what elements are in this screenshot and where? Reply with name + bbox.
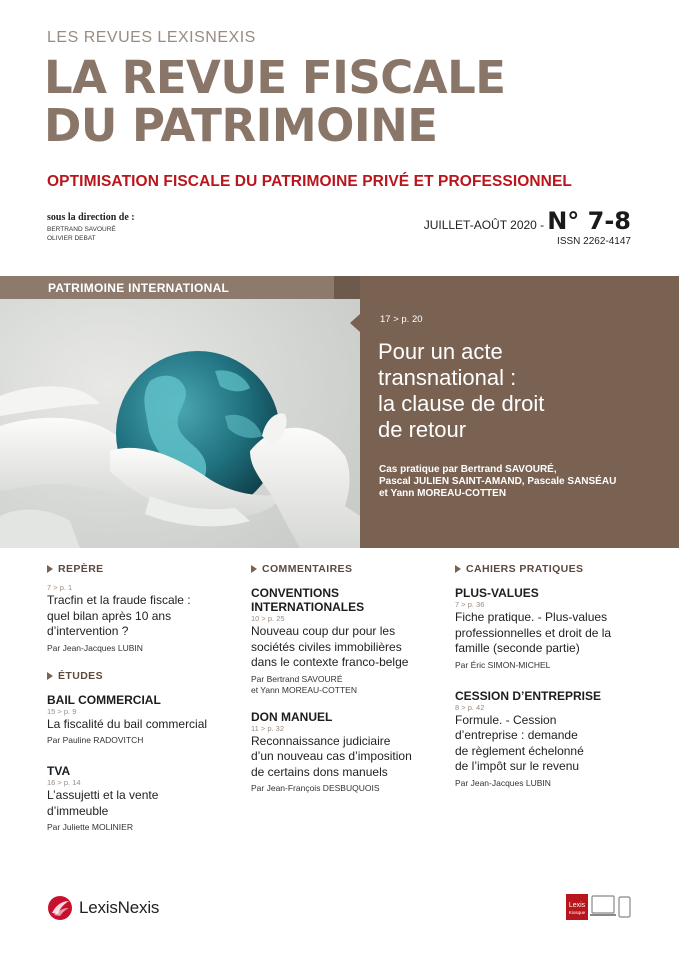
article-author: Par Bertrand SAVOURÉ et Yann MOREAU-COTTEN [251, 673, 357, 695]
feature-headline[interactable] [378, 339, 668, 443]
article-title: Fiche pratique. - Plus-values professionnelles et droit de la famille (seconde partie) [455, 610, 612, 655]
article-title: Reconnaissance judiciaire d’un nouveau cas d’imposition de certains dons manuels [251, 733, 412, 779]
article-topic: BAIL COMMERCIAL [47, 692, 161, 707]
director-name: OLIVIER DEBAT [47, 235, 96, 242]
article-title: L’assujetti et la vente d’immeuble [47, 788, 159, 818]
article-ref: 15 > p. 9 [47, 706, 77, 716]
article-topic: DON MANUEL [251, 709, 333, 724]
feature-ref: 17 > p. 20 [380, 314, 423, 325]
headline-line: Pour un acte [378, 339, 503, 364]
tablet-icon [592, 896, 614, 913]
article-title: Formule. - Cession d’entreprise : demande de règlement échelonné de l’impôt sur le revenu [455, 712, 584, 773]
section-heading-repere: REPÈRE [47, 562, 237, 576]
article-ref: 16 > p. 14 [47, 778, 81, 787]
triangle-icon [47, 565, 53, 573]
section-bar [0, 276, 360, 299]
article-item[interactable] [455, 586, 645, 671]
issn: ISSN 2262-4147 [557, 236, 631, 247]
column-cahiers-pratiques [455, 562, 645, 789]
article-item[interactable] [251, 710, 441, 795]
article-author: Par Jean-Jacques LUBIN [455, 777, 551, 788]
article-title: Nouveau coup dur pour les sociétés civiles immobilières dans le contexte franco-belge [251, 624, 409, 669]
triangle-icon [47, 672, 53, 680]
article-ref: 11 > p. 32 [251, 723, 285, 733]
issue-info [424, 207, 631, 247]
issue-number: N° 7-8 [547, 207, 631, 235]
article-author: Par Jean-Jacques LUBIN [47, 642, 143, 653]
section-heading-commentaires: COMMENTAIRES [251, 562, 441, 576]
editorial-direction [47, 212, 135, 243]
column-reperes-etudes [47, 562, 237, 833]
column-commentaires [251, 562, 441, 794]
feature-authors [379, 464, 669, 500]
feature-banner [0, 276, 679, 548]
journal-title [44, 51, 506, 152]
article-item[interactable] [455, 689, 645, 789]
article-topic: PLUS-VALUES [455, 586, 539, 600]
cover-photo [0, 276, 360, 548]
headline-line: de retour [378, 417, 467, 442]
article-topic: CESSION D’ENTREPRISE [455, 688, 602, 703]
phone-icon [619, 897, 630, 917]
triangle-icon [455, 565, 461, 573]
feature-panel [360, 276, 679, 548]
article-title: Tracfin et la fraude fiscale : quel bilan après 10 ans d’intervention ? [47, 593, 191, 638]
article-author: Par Jean-François DESBUQUOIS [251, 783, 380, 793]
article-author: Par Juliette MOLINIER [47, 822, 133, 832]
author-line: et Yann MOREAU-COTTEN [379, 488, 507, 499]
article-topic: CONVENTIONS INTERNATIONALES [251, 586, 365, 614]
journal-subtitle: OPTIMISATION FISCALE DU PATRIMOINE PRIVÉ ET PROFESSIONNEL [47, 173, 572, 190]
globe-hands-illustration [0, 276, 360, 548]
article-ref: 7 > p. 1 [47, 583, 73, 592]
article-item[interactable] [251, 586, 441, 696]
author-line: Cas pratique par Bertrand SAVOURÉ, [379, 464, 557, 475]
director-name: BERTRAND SAVOURÉ [47, 226, 116, 233]
lexisnexis-emblem-icon [47, 895, 73, 921]
author-line: Pascal JULIEN SAINT-AMAND, Pascale SANSÉAU [379, 476, 617, 487]
triangle-icon [251, 565, 257, 573]
article-ref: 10 > p. 25 [251, 614, 285, 623]
pointer-notch [350, 314, 360, 332]
publisher-name: LexisNexis [79, 898, 160, 917]
article-author: Par Éric SIMON-MICHEL [455, 659, 551, 670]
article-ref: 7 > p. 36 [455, 600, 485, 609]
journal-title-line-1: LA REVUE FISCALE [44, 51, 506, 104]
headline-line: la clause de droit [378, 391, 545, 416]
section-label: PATRIMOINE INTERNATIONAL [48, 281, 230, 295]
article-item[interactable] [47, 764, 237, 833]
article-item[interactable] [47, 583, 237, 654]
journal-title-line-2: DU PATRIMOINE [44, 99, 438, 152]
headline-line: transnational : [378, 365, 517, 390]
article-author: Par Pauline RADOVITCH [47, 735, 144, 745]
publisher-series: LES REVUES LEXISNEXIS [47, 29, 256, 46]
article-item[interactable] [47, 693, 237, 747]
kiosk-line-1: Lexis [568, 902, 586, 909]
lexis-kiosque-badge [566, 894, 632, 920]
issue-date: JUILLET-AOÛT 2020 - [423, 218, 545, 232]
direction-label: sous la direction de : [47, 212, 135, 223]
article-title: La fiscalité du bail commercial [47, 716, 208, 731]
section-heading-etudes: ÉTUDES [47, 669, 237, 683]
kiosk-line-2: Kiosque [568, 910, 586, 915]
section-heading-cahiers: CAHIERS PRATIQUES [455, 562, 645, 576]
lexisnexis-logo [47, 895, 159, 921]
article-ref: 8 > p. 42 [455, 702, 485, 712]
article-topic: TVA [47, 764, 71, 778]
